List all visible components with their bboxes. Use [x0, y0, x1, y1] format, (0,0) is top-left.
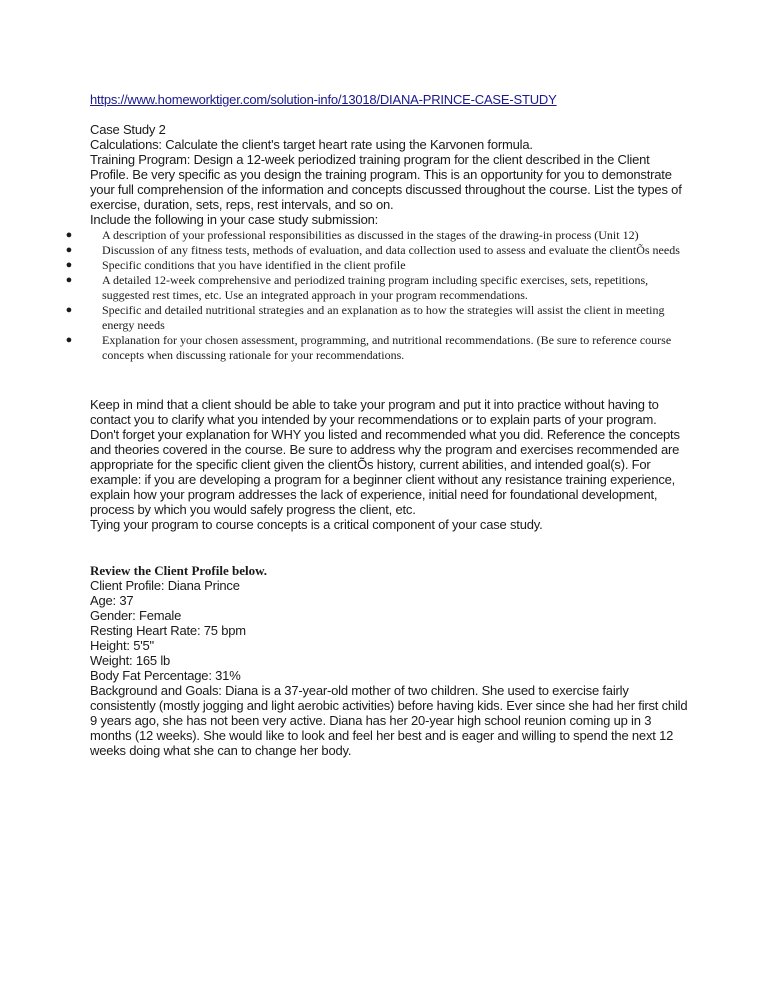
list-item-text: Specific conditions that you have identified in the client profile: [102, 258, 406, 272]
list-item-text: Discussion of any fitness tests, methods of evaluation, and data collection used to assess and evaluate the clientÕs needs: [102, 243, 680, 257]
bullet-dot-icon: ●: [65, 334, 73, 346]
list-item: [62, 228, 687, 243]
list-item: [62, 303, 687, 333]
list-item-text: Explanation for your chosen assessment, programming, and nutritional recommendations. (Be sure to reference course concepts when discussing rationale for your recommendations.: [102, 333, 672, 362]
client-profile-section: [90, 563, 690, 758]
bullet-dot-icon: ●: [65, 259, 73, 271]
list-item: [62, 258, 687, 273]
requirements-list: [62, 228, 687, 363]
bullet-dot-icon: ●: [65, 229, 73, 241]
list-item-text: Specific and detailed nutritional strategies and an explanation as to how the strategies will assist the client in meeting energy needs: [102, 303, 665, 332]
profile-background: Background and Goals: Diana is a 37-year-old mother of two children. She used to exercise fairly consistently (mostly jogging and light aerobic activities) before having kids. Ever since she had her first child 9 years ago, she has not been very active. Diana has her 20-year high school reunion coming up in 3 months (12 weeks). She would like to look and feel her best and is eager and willing to spend the next 12 weeks doing what she can to change her body.: [90, 683, 688, 758]
profile-name: Client Profile: Diana Prince: [90, 578, 240, 593]
case-study-title: Case Study 2: [90, 122, 166, 137]
profile-height: Height: 5'5": [90, 638, 154, 653]
source-link[interactable]: https://www.homeworktiger.com/solution-info/13018/DIANA-PRINCE-CASE-STUDY: [90, 92, 557, 107]
guidance-section: [90, 397, 690, 532]
include-text: Include the following in your case study submission:: [90, 212, 379, 227]
training-program-text: Training Program: Design a 12-week periodized training program for the client described in the Client Profile. Be very specific as you design the training program. This is an opportunity for you to demonstrate your full comprehension of the information and concepts discussed throughout the course. List the types of exercise, duration, sets, reps, rest intervals, and so on.: [90, 152, 682, 212]
bullet-dot-icon: ●: [65, 244, 73, 256]
tying-text: Tying your program to course concepts is a critical component of your case study.: [90, 517, 543, 532]
list-item: [62, 243, 687, 258]
dont-forget-text: Don't forget your explanation for WHY you listed and recommended what you did. Reference the concepts and theories covered in the course. Be sure to address why the program and exercises recommended are appropriate for the specific client given the clientÕs history, current abilities, and intended goal(s). For example: if you are developing a program for a beginner client without any resistance training experience, explain how your program addresses the lack of experience, initial need for foundational development, process by which you would safely progress the client, etc.: [90, 427, 680, 517]
profile-body-fat: Body Fat Percentage: 31%: [90, 668, 241, 683]
profile-heading: Review the Client Profile below.: [90, 563, 268, 578]
calculations-text: Calculations: Calculate the client's target heart rate using the Karvonen formula.: [90, 137, 533, 152]
profile-resting-hr: Resting Heart Rate: 75 bpm: [90, 623, 246, 638]
intro-section: [90, 122, 690, 227]
keep-in-mind-text: Keep in mind that a client should be able to take your program and put it into practice without having to contact you to clarify what you intended by your recommendations or to explain parts of your program.: [90, 397, 659, 427]
list-item: [62, 333, 687, 363]
profile-weight: Weight: 165 lb: [90, 653, 171, 668]
bullet-dot-icon: ●: [65, 304, 73, 316]
profile-gender: Gender: Female: [90, 608, 182, 623]
list-item-text: A description of your professional responsibilities as discussed in the stages of the drawing-in process (Unit 12): [102, 228, 639, 242]
list-item-text: A detailed 12-week comprehensive and periodized training program including specific exercises, sets, repetitions, suggested rest times, etc. Use an integrated approach in your program recommendations.: [102, 273, 649, 302]
bullet-dot-icon: ●: [65, 274, 73, 286]
list-item: [62, 273, 687, 303]
profile-age: Age: 37: [90, 593, 134, 608]
